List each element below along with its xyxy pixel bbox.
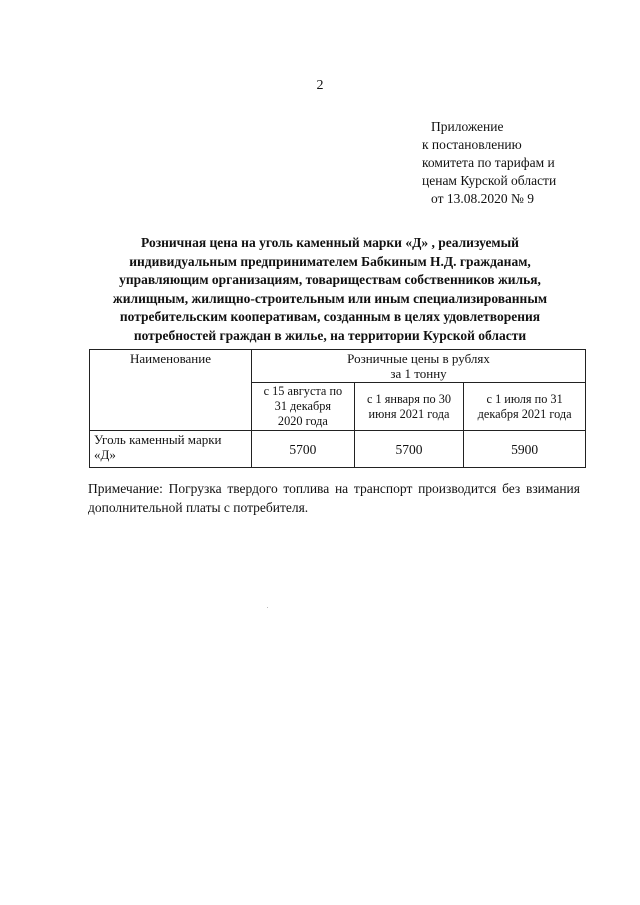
name-header-text: Наименование: [130, 351, 211, 366]
price-table: [89, 349, 586, 468]
price-header-line: за 1 тонну: [390, 366, 447, 381]
title-line: Розничная цена на уголь каменный марки «Д» , реализуемый: [141, 235, 519, 250]
period-line: декабря 2021 года: [477, 406, 572, 421]
period-line: 31 декабря: [274, 399, 332, 413]
title-line: потребностей граждан в жилье, на территории Курской области: [133, 327, 527, 343]
name-column-header: [90, 350, 252, 431]
title-line: жилищным, жилищно-строительным или иным специализированным: [112, 290, 548, 306]
document-title: [80, 234, 580, 346]
price-header-line: Розничные цены в рублях: [347, 351, 490, 366]
period-header: [252, 383, 355, 431]
period-line: июня 2021 года: [368, 406, 450, 421]
appendix-line: ценам Курской области: [422, 173, 557, 188]
note-paragraph: Примечание: Погрузка твердого топлива на транспорт производится без взимания дополнительной платы с потребителя.: [88, 481, 580, 515]
product-name-line: Уголь каменный марки: [94, 432, 222, 447]
title-line: индивидуальным предпринимателем Бабкиным Н.Д. гражданам,: [129, 253, 531, 269]
price-cell: 5700: [354, 431, 464, 468]
price-column-header: [252, 350, 586, 383]
appendix-line: к постановлению: [422, 137, 522, 152]
price-cell: 5900: [464, 431, 586, 468]
period-line: с 15 августа по: [263, 384, 343, 398]
price-cell: 5700: [252, 431, 355, 468]
table-header-row: [90, 350, 586, 383]
period-header: [354, 383, 464, 431]
appendix-line: от 13.08.2020 № 9: [431, 191, 534, 206]
appendix-line: Приложение: [431, 119, 504, 134]
period-line: с 1 июля по 31: [486, 391, 563, 406]
title-line: управляющим организациям, товариществам собственников жилья,: [119, 272, 541, 288]
product-name-cell: [90, 431, 252, 468]
period-header: [464, 383, 586, 431]
scan-speck: [267, 607, 268, 608]
appendix-line: комитета по тарифам и: [422, 155, 555, 170]
table-row: [90, 431, 586, 468]
period-line: с 1 января по 30: [366, 391, 452, 406]
product-name-line: «Д»: [94, 447, 116, 462]
page-number: 2: [316, 78, 324, 93]
period-line: 2020 года: [277, 414, 328, 428]
title-line: потребительским кооперативам, созданным в целях удовлетворения: [119, 309, 541, 325]
appendix-block: [422, 118, 556, 208]
